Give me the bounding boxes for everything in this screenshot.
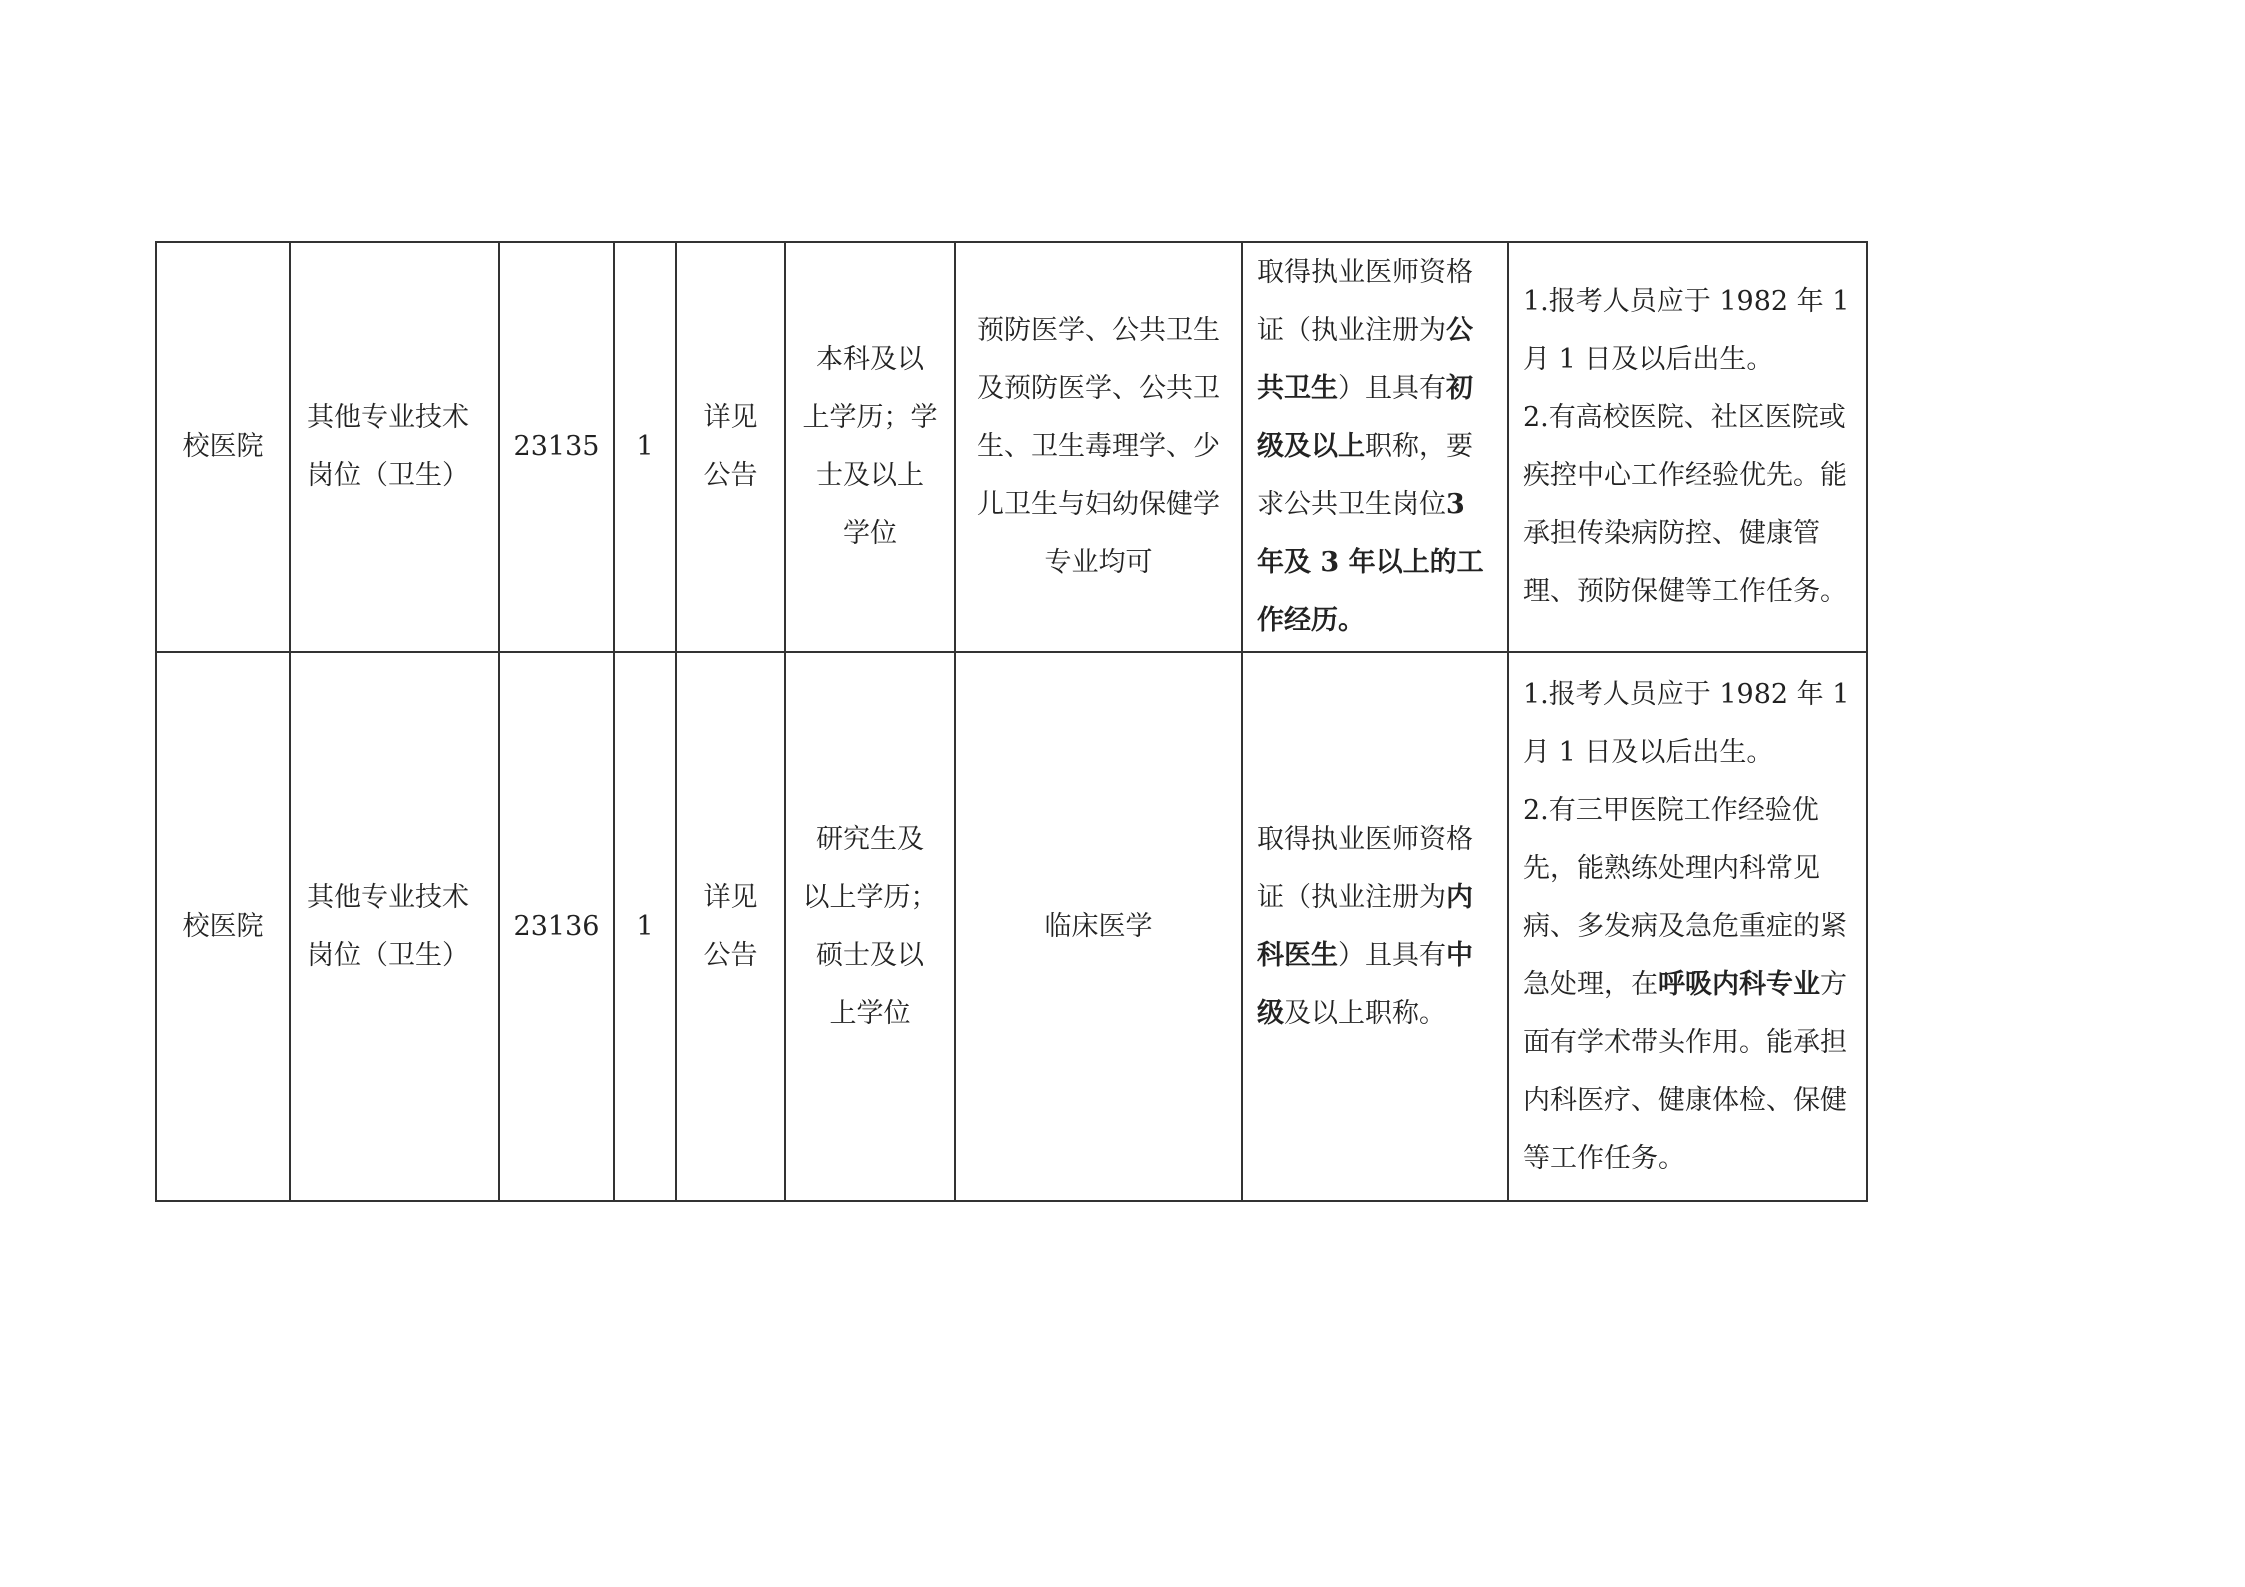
headcount: 1 [636,910,654,942]
major-text: 及预防医学、公共卫 [977,373,1220,404]
other-requirements-cell [1508,652,1867,1201]
qualification-text: ）且具有 [1338,373,1446,404]
position-code-cell [499,242,614,652]
qualification-text: 及以上职称。 [1284,997,1446,1029]
education-text: 上学历；学 [802,402,938,433]
qualification-bold-text: 3 [1446,489,1465,520]
qualification-text: 证（执业注册为 [1257,315,1446,346]
qualification-text [1257,869,1497,927]
position-cell [290,652,499,1201]
headcount-cell [614,652,676,1201]
education-text: 上学位 [829,997,911,1029]
remark-text: 公告 [703,939,758,971]
major-cell [955,242,1242,652]
qualification-bold-text: 公 [1446,315,1473,346]
position-text: 其他专业技术 [307,402,469,433]
qualification-text: 求公共卫生岗位 [1257,489,1446,520]
position-cell [290,242,499,652]
qualification-text: 取得执业医师资格 [1257,257,1473,288]
qualification-bold-text: 作经历。 [1257,605,1365,636]
major-cell [955,652,1242,1201]
qualification-text: ）且具有 [1338,939,1446,971]
qualification-cell [1242,242,1508,652]
other-requirements-text: 承担传染病防控、健康管 [1523,518,1820,549]
position-text: 岗位（卫生） [307,460,469,491]
remark-text: 详见 [703,881,758,913]
department-text: 校医院 [182,910,264,942]
department-cell [156,652,290,1201]
other-requirements-text: 月 1 日及以后出生。 [1523,344,1774,375]
remark-cell [676,242,785,652]
position-code: 23136 [513,910,600,942]
other-requirements-text: 1.报考人员应于 1982 年 1 [1523,286,1850,317]
position-text: 岗位（卫生） [307,939,469,971]
position-code-cell [499,652,614,1201]
qualification-bold-text: 内 [1446,881,1473,913]
education-text: 本科及以 [816,344,924,375]
major-text: 专业均可 [1044,547,1153,578]
other-requirements-text: 2.有高校医院、社区医院或 [1523,402,1846,433]
other-requirements-text: 内科医疗、健康体检、保健 [1523,1084,1847,1116]
qualification-bold-text: 初 [1446,373,1473,404]
other-requirements-text: 月 1 日及以后出生。 [1523,736,1774,768]
recruitment-table [155,241,1868,1202]
education-cell [785,652,955,1201]
other-requirements-text: 急处理，在 [1523,968,1658,1000]
education-cell [785,242,955,652]
other-requirements-text: 方 [1820,968,1847,1000]
education-text: 学位 [843,518,897,549]
other-requirements-text: 疾控中心工作经验优先。能 [1523,460,1847,491]
qualification-text: 取得执业医师资格 [1257,823,1473,855]
major-text: 儿卫生与妇幼保健学 [977,489,1220,520]
department-cell [156,242,290,652]
remark-text: 公告 [703,460,758,491]
major-text: 生、卫生毒理学、少 [977,431,1220,462]
other-requirements-text: 2.有三甲医院工作经验优 [1523,794,1819,826]
education-text: 士及以上 [816,460,924,491]
table-row [156,242,1867,652]
department-text: 校医院 [182,431,264,462]
remark-cell [676,652,785,1201]
qualification-text: 职称，要 [1365,431,1473,462]
education-text: 以上学历； [802,881,938,913]
other-requirements-text: 先，能熟练处理内科常见 [1523,852,1820,884]
qualification-text [1257,418,1497,476]
qualification-bold-text: 中 [1446,939,1473,971]
qualification-text [1257,985,1497,1043]
position-code: 23135 [513,431,600,462]
qualification-text [1257,927,1497,985]
major-text: 预防医学、公共卫生 [977,315,1220,346]
other-requirements-bold-text: 呼吸内科专业 [1658,968,1820,1000]
other-requirements-text [1523,956,1856,1014]
other-requirements-text: 1.报考人员应于 1982 年 1 [1523,678,1850,710]
other-requirements-text: 理、预防保健等工作任务。 [1523,576,1847,607]
major-text: 临床医学 [1044,910,1153,942]
other-requirements-cell [1508,242,1867,652]
headcount-cell [614,242,676,652]
qualification-bold-text: 科医生 [1257,939,1338,971]
other-requirements-text: 面有学术带头作用。能承担 [1523,1026,1847,1058]
qualification-bold-text: 年及 3 年以上的工 [1257,547,1484,578]
qualification-text [1257,476,1497,534]
qualification-text: 证（执业注册为 [1257,881,1446,913]
remark-text: 详见 [703,402,758,433]
education-text: 研究生及 [816,823,924,855]
position-text: 其他专业技术 [307,881,469,913]
qualification-text [1257,302,1497,360]
other-requirements-text: 病、多发病及急危重症的紧 [1523,910,1847,942]
education-text: 硕士及以 [816,939,924,971]
headcount: 1 [636,431,654,462]
qualification-text [1257,360,1497,418]
qualification-bold-text: 级 [1257,997,1284,1029]
qualification-bold-text: 级及以上 [1257,431,1365,462]
qualification-bold-text: 共卫生 [1257,373,1338,404]
table-row [156,652,1867,1201]
other-requirements-text: 等工作任务。 [1523,1142,1685,1174]
qualification-cell [1242,652,1508,1201]
